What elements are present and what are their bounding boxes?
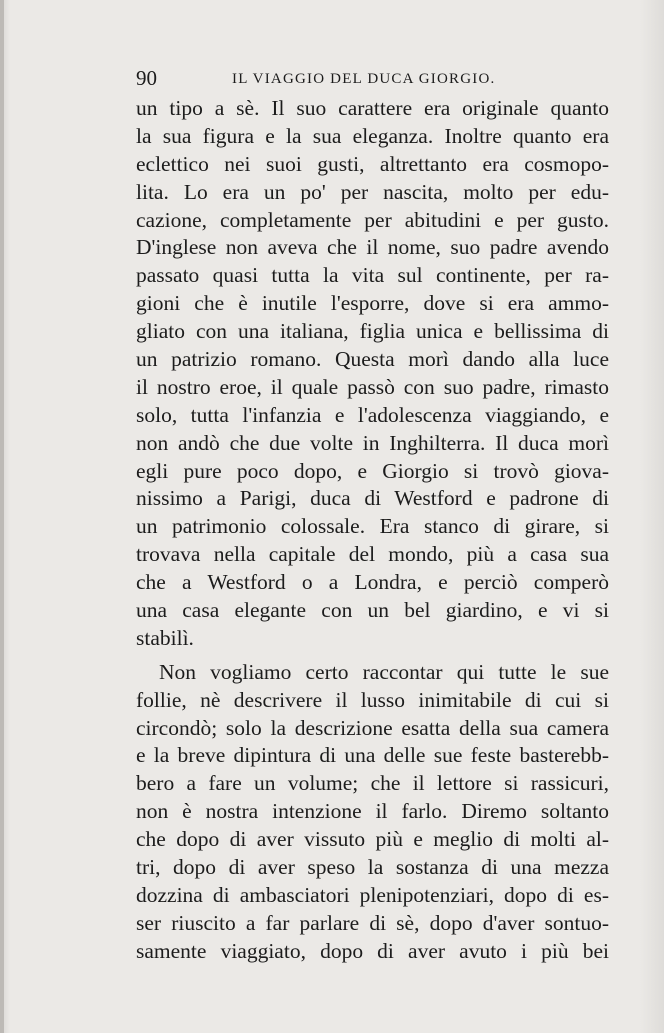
text-line: che dopo di aver vissuto più e meglio di molti al- bbox=[136, 827, 609, 852]
body-text bbox=[136, 95, 609, 966]
text-line: gioni che è inutile l'esporre, dove si era ammo- bbox=[136, 291, 609, 316]
text-line: circondò; solo la descrizione esatta della sua camera bbox=[136, 715, 609, 740]
text-line: il nostro eroe, il quale passò con suo padre, rimasto bbox=[136, 374, 609, 399]
text-line: lita. Lo era un po' per nascita, molto per edu- bbox=[136, 179, 609, 204]
running-title: IL VIAGGIO DEL DUCA GIORGIO. bbox=[232, 71, 496, 87]
text-line: una casa elegante con un bel giardino, e vi si bbox=[136, 598, 609, 623]
page-header bbox=[136, 66, 606, 90]
page-edge-shadow bbox=[0, 0, 4, 1033]
text-line: cazione, completamente per abitudini e per gusto. bbox=[136, 207, 609, 232]
text-line: tri, dopo di aver speso la sostanza di una mezza bbox=[136, 855, 609, 880]
text-line: passato quasi tutta la vita sul continente, per ra- bbox=[136, 263, 609, 288]
text-line: bero a fare un volume; che il lettore si rassicuri, bbox=[136, 771, 609, 796]
paragraph-start-line: Non vogliamo certo raccontar qui tutte le sue bbox=[159, 659, 609, 684]
text-line: eclettico nei suoi gusti, altrettanto era cosmopo- bbox=[136, 151, 609, 176]
text-line: non andò che due volte in Inghilterra. Il duca morì bbox=[136, 430, 609, 455]
text-line: che a Westford o a Londra, e perciò comperò bbox=[136, 570, 609, 595]
paragraph-end-line: stabilì. bbox=[136, 625, 194, 650]
text-line: follie, nè descrivere il lusso inimitabile di cui si bbox=[136, 687, 609, 712]
text-line: e la breve dipintura di una delle sue feste basterebb- bbox=[136, 743, 609, 768]
text-line: solo, tutta l'infanzia e l'adolescenza viaggiando, e bbox=[136, 402, 609, 427]
text-line: samente viaggiato, dopo di aver avuto i più bei bbox=[136, 938, 609, 963]
text-line: un tipo a sè. Il suo carattere era originale quanto bbox=[136, 96, 609, 120]
text-line: un patrimonio colossale. Era stanco di girare, si bbox=[136, 514, 609, 539]
text-line: trovava nella capitale del mondo, più a casa sua bbox=[136, 542, 609, 567]
text-line: D'inglese non aveva che il nome, suo padre avendo bbox=[136, 235, 609, 260]
text-line: ser riuscito a far parlare di sè, dopo d'aver sontuo- bbox=[136, 910, 609, 935]
text-line: gliato con una italiana, figlia unica e bellissima di bbox=[136, 319, 609, 344]
text-line: egli pure poco dopo, e Giorgio si trovò giova- bbox=[136, 458, 609, 483]
text-line: nissimo a Parigi, duca di Westford e padrone di bbox=[136, 486, 609, 511]
page-number: 90 bbox=[136, 66, 157, 90]
text-line: la sua figura e la sua eleganza. Inoltre quanto era bbox=[136, 123, 609, 148]
text-line: dozzina di ambasciatori plenipotenziari, dopo di es- bbox=[136, 882, 609, 907]
text-line: non è nostra intenzione il farlo. Diremo soltanto bbox=[136, 799, 609, 824]
text-line: un patrizio romano. Questa morì dando alla luce bbox=[136, 347, 609, 372]
